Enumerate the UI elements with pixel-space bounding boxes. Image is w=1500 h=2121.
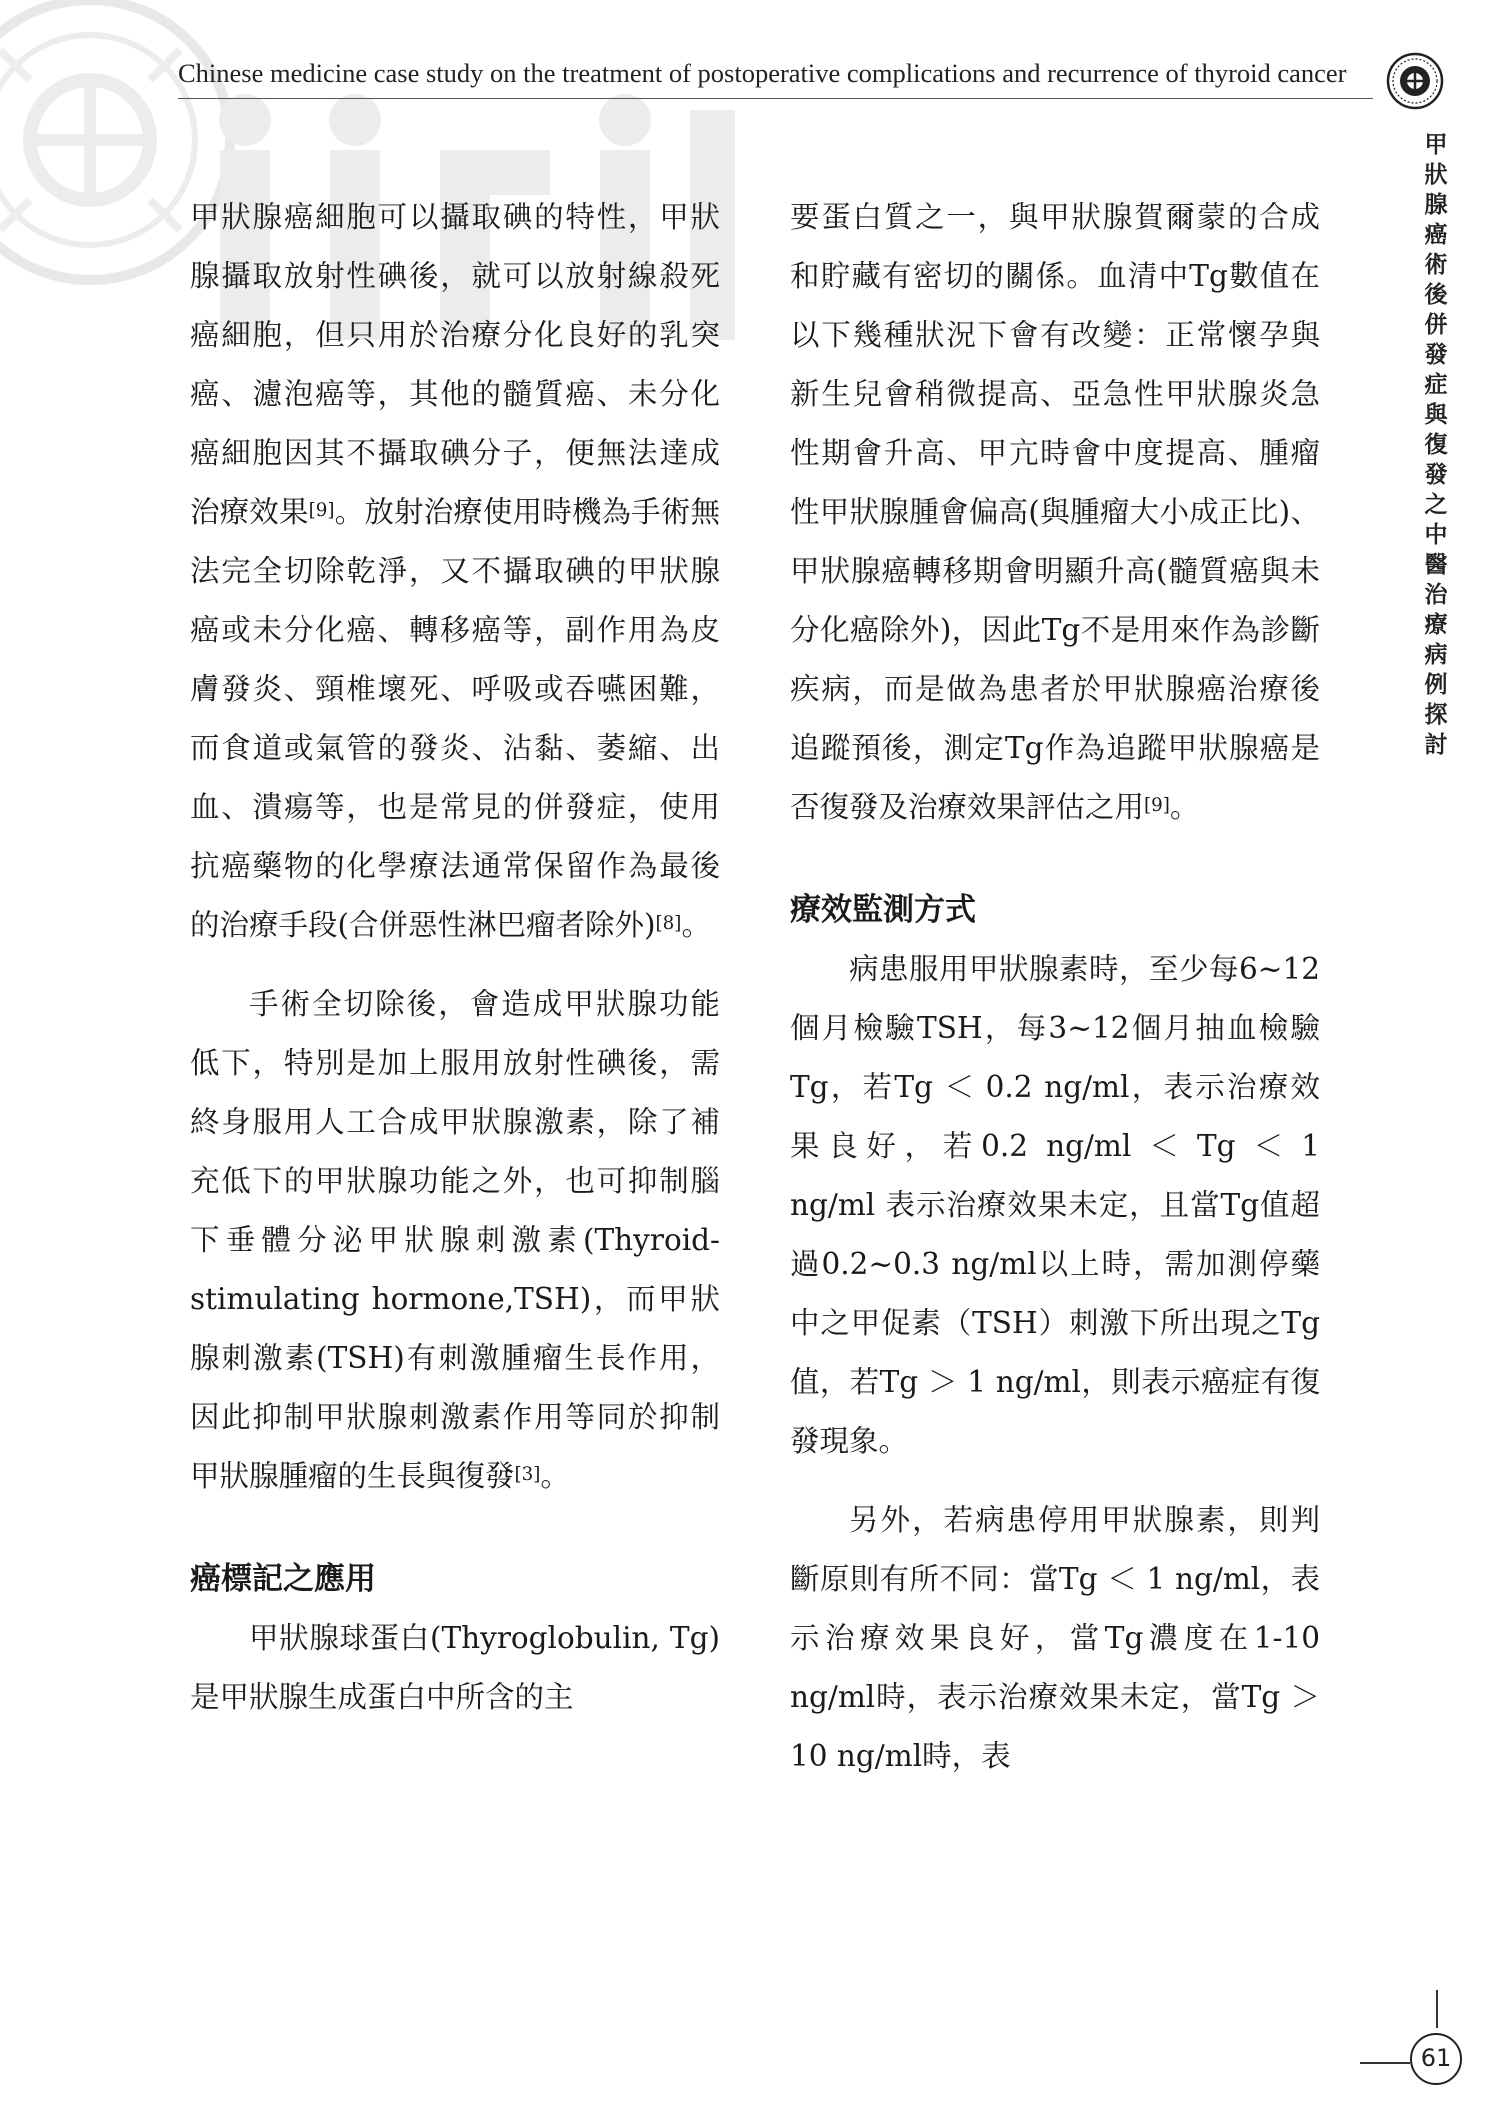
paragraph-text: 甲狀腺癌細胞可以攝取碘的特性，甲狀腺攝取放射性碘後，就可以放射線殺死癌細胞，但只用於治療分化良好的乳突癌、濾泡癌等，其他的髓質癌、未分化癌細胞因其不攝取碘分子，便無法達成治療效果 (190, 200, 720, 529)
citation: [3] (514, 1464, 541, 1485)
left-column (190, 188, 720, 1727)
right-column (790, 188, 1320, 1786)
paragraph (190, 188, 720, 955)
page-number-tick (1360, 2062, 1410, 2064)
section-heading: 癌標記之應用 (190, 1561, 376, 1597)
citation: [8] (655, 913, 682, 934)
page-number-stem (1436, 1990, 1438, 2028)
section-heading: 療效監測方式 (790, 892, 976, 928)
citation: [9] (308, 500, 335, 521)
paragraph-text: 另外，若病患停用甲狀腺素，則判斷原則有所不同：當Tg ＜ 1 ng/ml，表示治療效果良好，當Tg濃度在1-10 ng/ml時，表示治療效果未定，當Tg ＞ 10 ng/ml時，表 (790, 1503, 1320, 1773)
paragraph (790, 940, 1320, 1471)
paragraph-text: 甲狀腺球蛋白(Thyroglobulin, Tg)是甲狀腺生成蛋白中所含的主 (190, 1621, 720, 1714)
journal-seal-logo-icon (1386, 52, 1444, 110)
side-title: 甲狀腺癌術後併發症與復發之中醫治療病例探討 (1424, 132, 1448, 758)
paragraph-text: 要蛋白質之一，與甲狀腺賀爾蒙的合成和貯藏有密切的關係。血清中Tg數值在以下幾種狀況下會有改變：正常懷孕與新生兒會稍微提高、亞急性甲狀腺炎急性期會升高、甲亢時會中度提高、腫瘤性甲狀腺腫會偏高(與腫瘤大小成正比)、甲狀腺癌轉移期會明顯升高(髓質癌與未分化癌除外)，因此Tg不是用來作為診斷疾病，而是做為患者於甲狀腺癌治療後追蹤預後，測定Tg作為追蹤甲狀腺癌是否復發及治療效果評估之用 (790, 200, 1320, 824)
header-rule (178, 98, 1373, 99)
paragraph (790, 1491, 1320, 1786)
paragraph-text: 。 (1169, 790, 1200, 824)
citation: [9] (1144, 795, 1170, 816)
paragraph (190, 1609, 720, 1727)
paragraph (190, 975, 720, 1506)
paragraph (790, 188, 1320, 837)
paragraph-text: 。 (540, 1459, 570, 1493)
running-header: Chinese medicine case study on the treatment of postoperative complications and recurrence of thyroid cancer (178, 58, 1347, 88)
page-number: 61 (1410, 2033, 1462, 2085)
paragraph-text: 。放射治療使用時機為手術無法完全切除乾淨，又不攝取碘的甲狀腺癌或未分化癌、轉移癌等，副作用為皮膚發炎、頸椎壞死、呼吸或吞嚥困難，而食道或氣管的發炎、沾黏、萎縮、出血、潰瘍等，也是常見的併發症，使用抗癌藥物的化學療法通常保留作為最後的治療手段(合併惡性淋巴瘤者除外) (190, 495, 720, 942)
paragraph-text: 病患服用甲狀腺素時，至少每6~12個月檢驗TSH，每3~12個月抽血檢驗Tg，若Tg ＜ 0.2 ng/ml，表示治療效果良好，若0.2 ng/ml ＜ Tg ＜ 1 ng/ml 表示治療效果未定，且當Tg值超過0.2~0.3 ng/ml以上時，需加測停藥中之甲促素（TSH）刺激下所出現之Tg值，若Tg ＞ 1 ng/ml，則表示癌症有復發現象。 (790, 952, 1320, 1458)
paragraph-text: 。 (681, 908, 711, 942)
paragraph-text: 手術全切除後，會造成甲狀腺功能低下，特別是加上服用放射性碘後，需終身服用人工合成甲狀腺激素，除了補充低下的甲狀腺功能之外，也可抑制腦下垂體分泌甲狀腺刺激素(Thyroid-stimulating hormone,TSH)，而甲狀腺刺激素(TSH)有刺激腫瘤生長作用，因此抑制甲狀腺刺激素作用等同於抑制甲狀腺腫瘤的生長與復發 (190, 987, 720, 1493)
